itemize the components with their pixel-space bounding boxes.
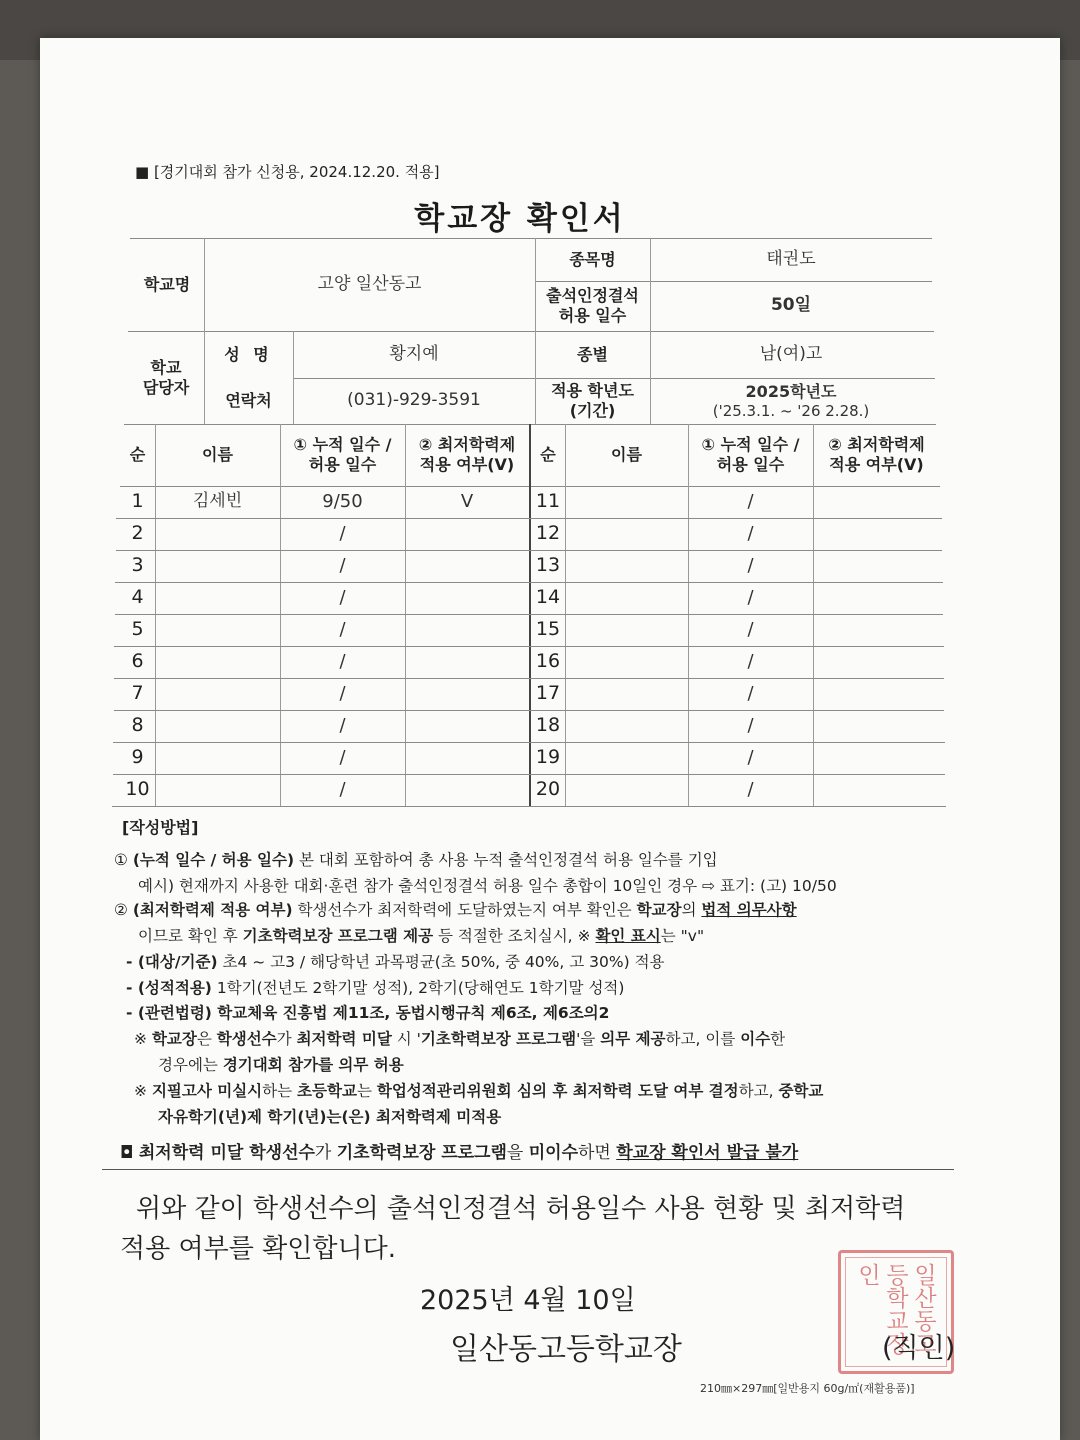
warn-f: 하면 <box>578 1143 617 1163</box>
note2-b: 하는 <box>262 1082 298 1100</box>
student-check-cell <box>405 550 529 582</box>
student-check-cell <box>813 582 940 614</box>
note2-a: 지필고사 미실시 <box>151 1082 263 1100</box>
seal-text: 일산동고등학교장인 <box>854 1263 936 1355</box>
warn-g: 학교장 확인서 발급 불가 <box>616 1143 799 1163</box>
header-note: ■ [경기대회 참가 신청용, 2024.12.20. 적용] <box>135 163 440 181</box>
student-check-cell <box>405 614 529 646</box>
document-title: 학교장 확인서 <box>414 201 626 237</box>
student-days-cell: 9/50 <box>322 490 363 512</box>
student-no-cell: 15 <box>535 618 561 641</box>
instruction-grades-text: 1학기(전년도 2학기말 성적), 2학기(당해연도 1학기말 성적) <box>211 979 625 997</box>
instruction-2-text-a: 학생선수가 최저학력에 도달하였는지 여부 확인은 <box>292 901 637 919</box>
header-no-left: 순 <box>129 445 146 464</box>
student-days-cell: / <box>339 650 346 672</box>
note1-b: 은 <box>196 1030 217 1048</box>
header-min-right <box>813 424 940 486</box>
instruction-2-text-c: 의 <box>681 901 702 919</box>
note1-cont-a: 경우에는 <box>158 1056 223 1074</box>
student-name-cell <box>565 646 688 678</box>
sport-label: 종목명 <box>569 249 616 269</box>
note2-cont-bold: 자유학기(년)제 학기(년)는(은) 최저학력제 미적용 <box>158 1108 502 1126</box>
header-days-left-line1: ① 누적 일수 / <box>293 435 392 454</box>
warn-a: 최저학력 미달 학생선수 <box>138 1143 315 1163</box>
sport-value: 태권도 <box>766 248 816 269</box>
year-value-line2: ('25.3.1. ~ '26 2.28.) <box>712 401 870 420</box>
instruction-2-cont-a: 이므로 확인 후 <box>138 927 243 945</box>
header-days-left-line2: 허용 일수 <box>308 455 377 474</box>
student-days-cell: / <box>747 650 754 672</box>
note-mark-2: ※ <box>134 1082 147 1100</box>
student-check-cell <box>813 710 940 742</box>
warn-e: 미이수 <box>528 1143 578 1163</box>
student-check-cell <box>813 742 940 774</box>
student-name-cell: 김세빈 <box>192 491 243 512</box>
instruction-2-bold-d: 법적 의무사항 <box>701 901 797 919</box>
instruction-2 <box>114 903 797 919</box>
student-name-cell <box>155 518 280 550</box>
student-no-cell: 20 <box>535 778 561 801</box>
instruction-target-bold: - (대상/기준) <box>126 953 218 971</box>
seal-label: (직인) <box>882 1333 956 1364</box>
instruction-laws-bold: - (관련법령) 학교체육 진흥법 제11조, 동법시행규칙 제6조, 제6조의2 <box>126 1004 610 1022</box>
student-days-cell: / <box>339 586 346 608</box>
student-name-cell <box>565 742 688 774</box>
note1-a: 학교장 <box>151 1030 197 1048</box>
header-min-right-line1: ② 최저학력제 <box>828 435 925 454</box>
student-name-cell <box>155 742 280 774</box>
header-days-right-line2: 허용 일수 <box>716 455 785 474</box>
school-value: 고양 일산동고 <box>317 273 422 294</box>
year-label-line1: 적용 학년도 <box>551 381 634 400</box>
header-name-right: 이름 <box>611 445 642 464</box>
student-name-cell <box>565 774 688 806</box>
type-value: 남(여)고 <box>759 343 823 364</box>
student-check-cell <box>813 486 940 518</box>
student-check-cell <box>813 646 940 678</box>
student-no-cell: 11 <box>535 490 561 513</box>
instruction-1-bold: (누적 일수 / 허용 일수) <box>132 851 295 869</box>
student-days-cell: / <box>339 778 346 800</box>
note2-c: 초등학교 <box>297 1082 357 1100</box>
student-check-cell <box>405 518 529 550</box>
student-days-cell: / <box>747 522 754 544</box>
student-days-cell: / <box>747 778 754 800</box>
student-name-cell <box>155 614 280 646</box>
student-check-cell <box>405 678 529 710</box>
year-label-line2: (기간) <box>569 401 616 420</box>
instruction-note-1 <box>134 1032 785 1048</box>
instruction-note-1-cont <box>158 1058 404 1074</box>
instructions-heading: [작성방법] <box>122 818 199 837</box>
instruction-2-bold-b: 학교장 <box>636 901 682 919</box>
paper-spec-footer: 210㎜×297㎜[일반용지 60g/㎡(재활용품)] <box>700 1382 915 1395</box>
student-no-cell: 6 <box>131 650 144 673</box>
document-page <box>40 38 1060 1440</box>
note2-f: 하고, <box>738 1082 779 1100</box>
student-check-cell <box>813 518 940 550</box>
student-check-cell <box>405 646 529 678</box>
instruction-1 <box>114 853 718 869</box>
note2-d: 는 <box>356 1082 377 1100</box>
student-name-cell <box>155 550 280 582</box>
student-no-cell: 17 <box>535 682 561 705</box>
school-label: 학교명 <box>143 274 191 294</box>
student-check-cell <box>813 774 940 806</box>
student-no-cell: 10 <box>125 778 150 801</box>
student-check-cell <box>813 678 940 710</box>
instruction-warning <box>120 1145 798 1162</box>
contact-label: 연락처 <box>225 391 272 410</box>
header-min-left-line1: ② 최저학력제 <box>418 435 516 454</box>
header-name-left: 이름 <box>202 445 233 464</box>
circled-2-mark: ② <box>114 901 128 919</box>
instruction-target-text: 초4 ~ 고3 / 해당학년 과목평균(초 50%, 중 40%, 고 30%) 적용 <box>217 953 665 971</box>
student-check-cell <box>405 710 529 742</box>
instruction-note-2 <box>134 1084 823 1100</box>
student-days-cell: / <box>747 618 754 640</box>
note1-i: 의무 제공 <box>600 1030 666 1048</box>
student-days-cell: / <box>747 554 754 576</box>
manager-label-line1: 학교 <box>150 357 182 377</box>
contact-value: (031)-929-3591 <box>347 390 481 411</box>
student-check-cell <box>405 774 529 806</box>
student-name-cell <box>565 614 688 646</box>
note1-c: 학생선수 <box>216 1030 277 1048</box>
student-no-cell: 12 <box>535 522 561 545</box>
instruction-1-text: 본 대회 포함하여 총 사용 누적 출석인정결석 허용 일수를 기입 <box>294 851 718 869</box>
note1-cont-b: 경기대회 참가를 의무 허용 <box>222 1056 404 1074</box>
header-days-right <box>688 424 813 486</box>
instruction-2-cont <box>138 929 704 945</box>
confirm-line-1: 위와 같이 학생선수의 출석인정결석 허용일수 사용 현황 및 최저학력 <box>136 1194 906 1224</box>
student-name-cell <box>155 646 280 678</box>
student-no-cell: 4 <box>131 586 144 609</box>
instruction-2-bold: (최저학력제 적용 여부) <box>132 901 293 919</box>
student-days-cell: / <box>339 682 346 704</box>
student-name-cell <box>565 710 688 742</box>
student-days-cell: / <box>339 554 346 576</box>
instruction-note-2-cont <box>158 1110 501 1126</box>
note2-e: 학업성적관리위원회 심의 후 최저학력 도달 여부 결정 <box>376 1082 739 1100</box>
year-label <box>535 378 650 424</box>
student-no-cell: 14 <box>535 586 561 609</box>
note1-h: '을 <box>576 1030 601 1048</box>
note1-f: 시 ' <box>391 1030 421 1048</box>
student-no-cell: 18 <box>535 714 561 737</box>
student-no-cell: 2 <box>131 522 144 545</box>
instruction-2-cont-d: 확인 표시 <box>595 927 661 945</box>
header-min-left <box>405 424 529 486</box>
row-divider <box>112 806 945 807</box>
student-days-cell: / <box>339 746 346 768</box>
manager-label <box>128 331 204 424</box>
principal-name: 일산동고등학교장 <box>450 1332 682 1367</box>
manager-label-line2: 담당자 <box>142 377 190 397</box>
student-name-cell <box>155 774 280 806</box>
allowed-days-value: 50일 <box>770 295 812 316</box>
student-days-cell: / <box>747 490 754 512</box>
student-days-cell: / <box>339 522 346 544</box>
student-no-cell: 8 <box>131 714 144 737</box>
student-name-cell <box>565 550 688 582</box>
note1-e: 최저학력 미달 <box>296 1030 392 1048</box>
student-days-cell: / <box>339 618 346 640</box>
student-name-cell <box>155 710 280 742</box>
year-value <box>650 378 932 424</box>
student-name-cell <box>565 582 688 614</box>
note1-d: 가 <box>276 1030 297 1048</box>
manager-name-label: 성 명 <box>224 344 273 364</box>
student-no-cell: 5 <box>131 618 144 641</box>
student-check-cell <box>405 582 529 614</box>
header-days-right-line1: ① 누적 일수 / <box>701 435 800 454</box>
manager-name-value: 황지예 <box>389 343 439 364</box>
instruction-2-cont-e: 는 "v" <box>660 927 705 945</box>
student-no-cell: 13 <box>535 554 561 577</box>
warn-d: 을 <box>506 1143 529 1163</box>
student-check-cell <box>813 614 940 646</box>
allowed-days-label-line1: 출석인정결석 <box>546 286 639 305</box>
student-no-cell: 16 <box>535 650 561 673</box>
student-no-cell: 3 <box>131 554 144 577</box>
header-min-right-line2: 적용 여부(V) <box>829 455 924 474</box>
issue-date: 2025년 4월 10일 <box>420 1285 636 1316</box>
instruction-1-example: 예시) 현재까지 사용한 대회·훈련 참가 출석인정결석 허용 일수 총합이 10일인 경우 ⇨ 표기: (고) 10/50 <box>138 877 837 895</box>
student-no-cell: 19 <box>535 746 561 769</box>
warning-icon: ◘ <box>120 1143 134 1163</box>
student-days-cell: / <box>339 714 346 736</box>
note1-l: 한 <box>770 1030 786 1048</box>
header-no-right: 순 <box>540 445 556 464</box>
year-value-line1: 2025학년도 <box>745 381 837 401</box>
student-name-cell <box>155 678 280 710</box>
note1-g: 기초학력보장 프로그램 <box>420 1030 577 1048</box>
warn-c: 기초학력보장 프로그램 <box>336 1143 507 1163</box>
student-days-cell: / <box>747 714 754 736</box>
student-check-cell <box>813 550 940 582</box>
instruction-laws <box>126 1006 609 1022</box>
student-days-cell: / <box>747 682 754 704</box>
instruction-grades-bold: - (성적적용) <box>126 979 212 997</box>
student-days-cell: / <box>747 746 754 768</box>
student-name-cell <box>565 486 688 518</box>
type-label: 종별 <box>577 344 608 364</box>
warn-b: 가 <box>314 1143 337 1163</box>
student-check-cell <box>405 742 529 774</box>
student-no-cell: 1 <box>131 490 144 513</box>
note1-j: 하고, 이를 <box>665 1030 741 1048</box>
circled-1-mark: ① <box>114 851 128 869</box>
student-no-cell: 7 <box>131 682 144 705</box>
instruction-grades <box>126 981 624 997</box>
student-check-cell: V <box>460 490 474 512</box>
note-mark-1: ※ <box>134 1030 147 1048</box>
instruction-2-cont-b: 기초학력보장 프로그램 제공 <box>242 927 434 945</box>
note1-k: 이수 <box>740 1030 771 1048</box>
header-min-left-line2: 적용 여부(V) <box>419 455 515 474</box>
header-days-left <box>280 424 405 486</box>
instruction-target <box>126 955 665 971</box>
student-days-cell: / <box>747 586 754 608</box>
student-no-cell: 9 <box>131 746 144 769</box>
allowed-days-label-line2: 허용 일수 <box>558 306 627 325</box>
student-name-cell <box>565 678 688 710</box>
confirm-line-2: 적용 여부를 확인합니다. <box>120 1234 396 1264</box>
allowed-days-label <box>535 281 650 331</box>
student-name-cell <box>155 582 280 614</box>
note2-g: 중학교 <box>778 1082 824 1100</box>
instruction-2-cont-c: 등 적절한 조치실시, ※ <box>433 927 596 945</box>
student-name-cell <box>565 518 688 550</box>
